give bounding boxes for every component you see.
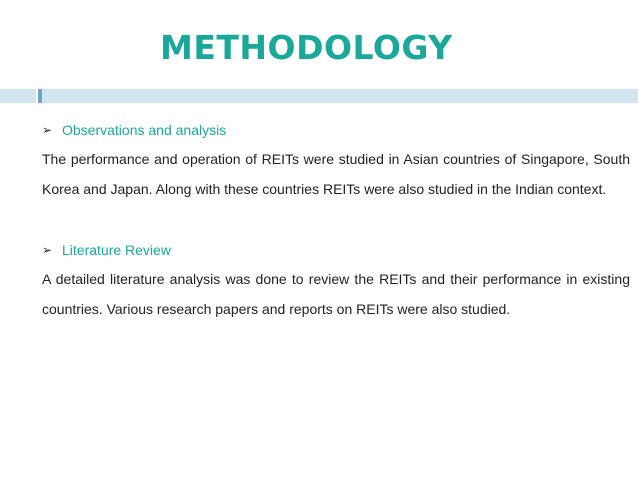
- section-literature-review: [42, 236, 630, 324]
- title-divider-bar: [0, 89, 638, 103]
- section-spacer: [42, 204, 630, 236]
- divider-left-segment: [0, 89, 36, 103]
- arrowhead-bullet-icon: ➢: [42, 123, 53, 137]
- arrowhead-bullet-icon: ➢: [42, 243, 53, 257]
- slide-title: METHODOLOGY: [160, 28, 453, 67]
- section-heading-text: Observations and analysis: [62, 122, 227, 138]
- section-heading: [42, 236, 630, 264]
- section-heading-text: Literature Review: [62, 242, 171, 258]
- section-heading: [42, 116, 630, 144]
- section-observations: [42, 116, 630, 204]
- section-body: A detailed literature analysis was done to review the REITs and their performance in existing countries. Various research papers and reports on REITs were also studied.: [42, 271, 630, 317]
- divider-main-segment: [42, 89, 638, 103]
- slide-content: [42, 116, 630, 324]
- section-body: The performance and operation of REITs were studied in Asian countries of Singapore, South Korea and Japan. Along with these countries REITs were also studied in the Indian context.: [42, 151, 630, 197]
